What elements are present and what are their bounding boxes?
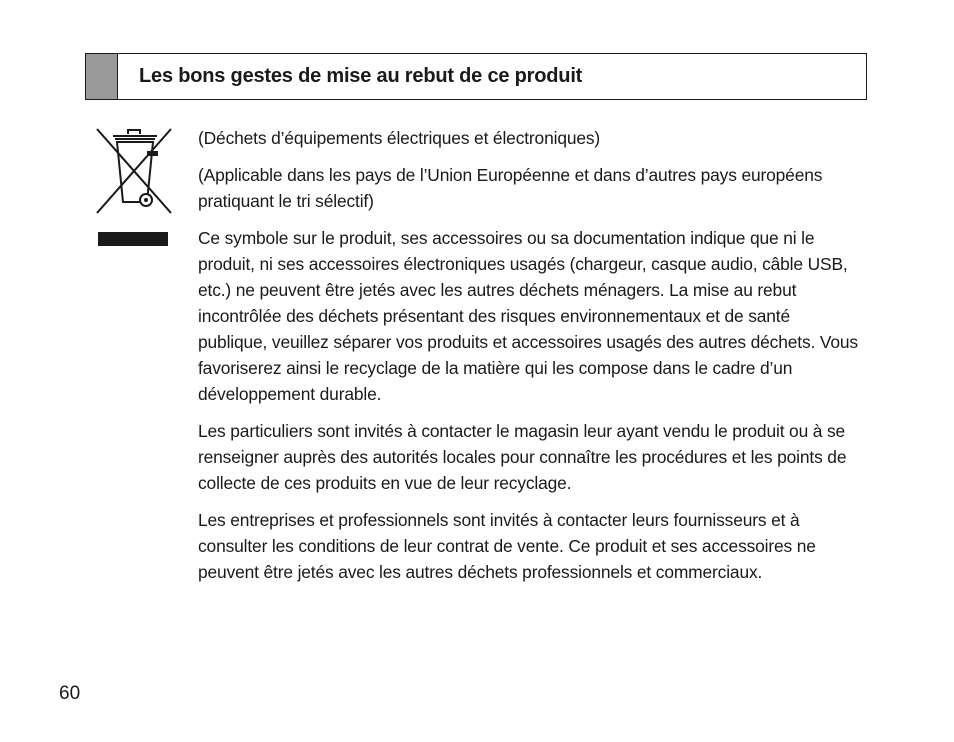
paragraph-individuals: Les particuliers sont invités à contacter le magasin leur ayant vendu le produit ou à se renseigner auprès des autorités locales pour connaître les procédures et les points de collecte de ces produits en vue de leur recyclage.	[198, 421, 847, 493]
section-header	[85, 53, 867, 100]
paragraph-weee: (Déchets d’équipements électriques et électroniques)	[198, 128, 601, 148]
paragraph-symbol-meaning: Ce symbole sur le produit, ses accessoires ou sa documentation indique que ni le produit, ni ses accessoires électroniques usagés (chargeur, casque audio, câble USB, etc.) ne peuvent être jetés avec les autres déchets ménagers. La mise au rebut incontrôlée des déchets présentant des risques environnementaux et de santé publique, veuillez séparer vos produits et accessoires usagés des autres déchets. Vous favoriserez ainsi le recyclage de la matière qui les compose dans le cadre d’un développement durable.	[198, 228, 858, 404]
body-text	[198, 125, 863, 596]
section-title: Les bons gestes de mise au rebut de ce produit	[139, 65, 583, 87]
crossed-out-wheeled-bin-icon	[95, 126, 173, 216]
page-number: 60	[59, 683, 81, 704]
paragraph-businesses: Les entreprises et professionnels sont invités à contacter leurs fournisseurs et à consulter les conditions de leur contrat de vente. Ce produit et ses accessoires ne peuvent être jetés avec les autres déchets professionnels et commerciaux.	[198, 510, 816, 582]
header-tab-marker	[86, 54, 118, 99]
symbol-underbar	[98, 232, 168, 246]
paragraph-applicability: (Applicable dans les pays de l’Union Européenne et dans d’autres pays européens pratiquant le tri sélectif)	[198, 165, 823, 211]
